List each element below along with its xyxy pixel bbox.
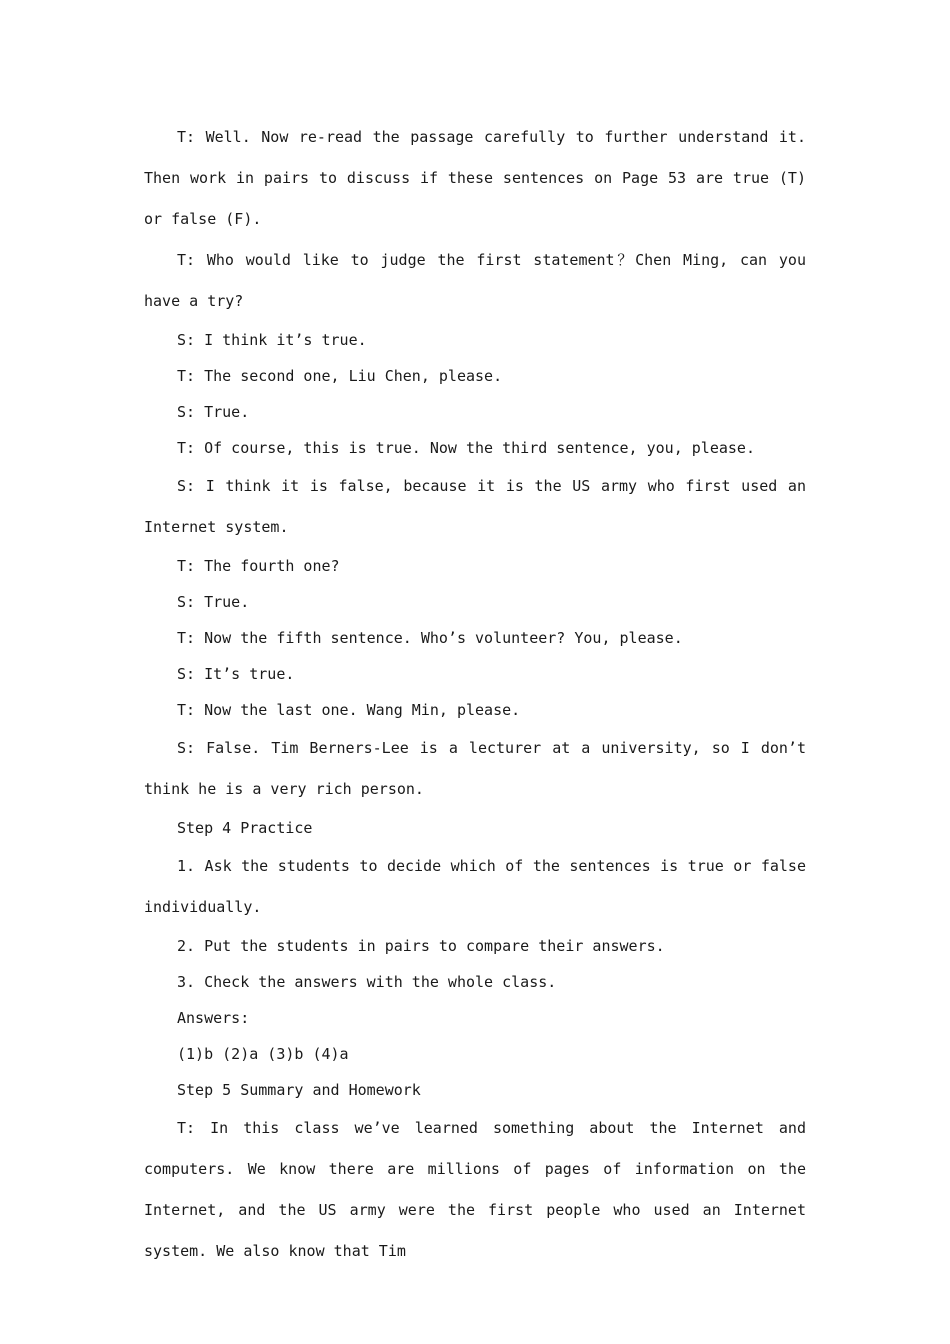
paragraph-summary: T: In this class we’ve learned something about the Internet and computers. We know there are millions of pages of information on the Internet, and the US army were the first people who used an Internet system. We also know that Tim [144, 1119, 806, 1260]
heading-step-4: Step 4 Practice [177, 819, 313, 837]
paragraph-reread-instruction: T: Well. Now re-read the passage carefully to further understand it. Then work in pairs to discuss if these sentences on Page 53 are true (T) or false (F). [144, 128, 806, 228]
paragraph-third-statement: T: Of course, this is true. Now the third sentence, you, please. [177, 439, 755, 457]
paragraph-fifth-statement: T: Now the fifth sentence. Who’s volunteer? You, please. [177, 629, 683, 647]
paragraph-first-statement: T: Who would like to judge the first statement？Chen Ming, can you have a try? [144, 251, 806, 310]
paragraph-answer-3: S: I think it is false, because it is the US army who first used an Internet system. [144, 477, 806, 536]
paragraph-practice-1: 1. Ask the students to decide which of the sentences is true or false individually. [144, 857, 806, 916]
paragraph-last-statement: T: Now the last one. Wang Min, please. [177, 701, 521, 719]
paragraph-practice-3: 3. Check the answers with the whole class. [177, 973, 557, 991]
paragraph-answer-6: S: False. Tim Berners-Lee is a lecturer at a university, so I don’t think he is a very rich person. [144, 739, 806, 798]
paragraph-second-statement: T: The second one, Liu Chen, please. [177, 367, 503, 385]
paragraph-answers-label: Answers: [177, 1009, 250, 1027]
paragraph-answer-1: S: I think it’s true. [177, 331, 367, 349]
paragraph-answers-list: (1)b (2)a (3)b (4)a [177, 1045, 349, 1063]
paragraph-answer-2: S: True. [177, 403, 250, 421]
paragraph-answer-4: S: True. [177, 593, 250, 611]
paragraph-answer-5: S: It’s true. [177, 665, 295, 683]
document-body [144, 117, 806, 1272]
heading-step-5: Step 5 Summary and Homework [177, 1081, 421, 1099]
paragraph-fourth-statement: T: The fourth one? [177, 557, 340, 575]
paragraph-practice-2: 2. Put the students in pairs to compare their answers. [177, 937, 665, 955]
